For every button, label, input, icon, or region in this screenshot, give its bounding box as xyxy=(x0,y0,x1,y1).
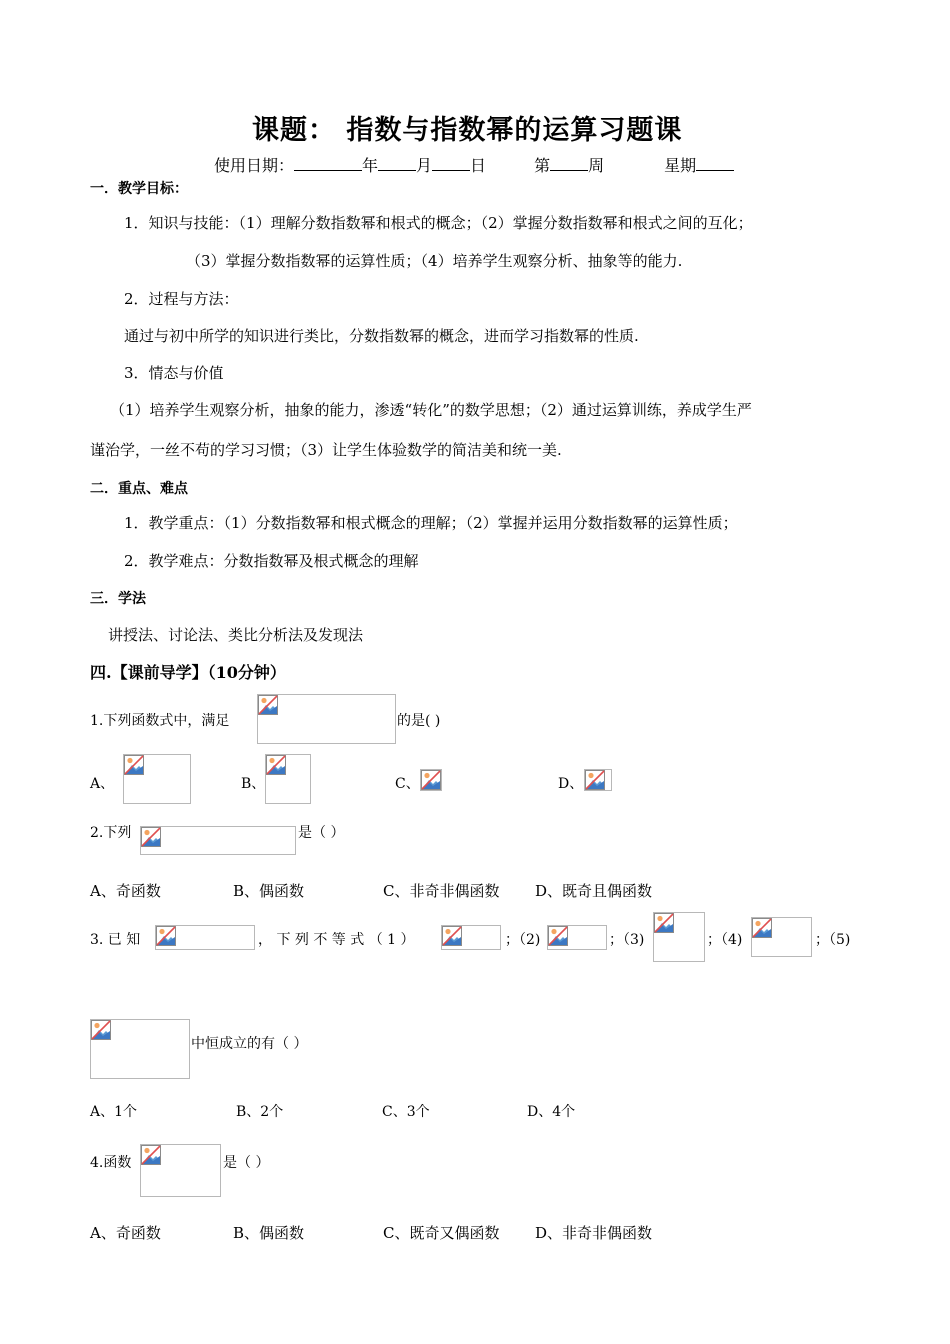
q3-sep4: ；（4) xyxy=(707,932,743,948)
q1-option-a-label: A、 xyxy=(90,776,115,792)
sec1-item3: 3．情态与价值 xyxy=(124,364,224,382)
q3-ineq1-image xyxy=(441,925,501,950)
q4-formula-image xyxy=(140,1144,221,1197)
q3-option-c: C、3个 xyxy=(382,1104,430,1120)
q4-option-c: C、既奇又偶函数 xyxy=(383,1224,500,1242)
q3-ineq2-image xyxy=(547,925,607,950)
date-label: 使用日期： xyxy=(214,156,295,175)
q3-given-image xyxy=(155,925,255,950)
section-3-heading: 三．学法 xyxy=(90,591,146,607)
broken-image-icon xyxy=(141,827,161,847)
weekday-label: 星期 xyxy=(664,156,697,175)
section-2-heading: 二．重点、难点 xyxy=(90,481,188,497)
q4-option-d: D、非奇非偶函数 xyxy=(535,1224,653,1242)
q3-ineq5-image xyxy=(90,1019,190,1079)
q3-option-d: D、4个 xyxy=(527,1104,576,1120)
broken-image-icon xyxy=(548,926,568,946)
q1-option-b-label: B、 xyxy=(241,776,266,792)
q2-option-d: D、既奇且偶函数 xyxy=(535,882,653,900)
q2-option-c: C、非奇非偶函数 xyxy=(383,882,500,900)
q3-prefix: 3. 已 知 xyxy=(90,932,141,948)
broken-image-icon xyxy=(442,926,462,946)
q3-ineq4-image xyxy=(751,917,812,957)
q1-option-c-image xyxy=(420,769,442,791)
day-label: 日 xyxy=(470,156,487,175)
q4-option-b: B、偶函数 xyxy=(233,1224,305,1242)
q2-option-b: B、偶函数 xyxy=(233,882,305,900)
q2-formula-image xyxy=(140,826,296,855)
broken-image-icon xyxy=(752,918,772,938)
broken-image-icon xyxy=(124,755,144,775)
date-line xyxy=(214,152,734,176)
q3-sep5: ；（5) xyxy=(815,932,851,948)
q2-option-a: A、奇函数 xyxy=(90,882,161,900)
q1-option-b-image xyxy=(265,754,311,804)
month-blank xyxy=(378,152,416,171)
sec3-item1: 讲授法、讨论法、类比分析法及发现法 xyxy=(108,626,364,644)
section-1-heading: 一．教学目标： xyxy=(90,181,188,197)
month-label: 月 xyxy=(416,156,433,175)
day-blank xyxy=(432,152,470,171)
sec1-item3c: 谨治学，一丝不苟的学习习惯；（3）让学生体验数学的简洁美和统一美. xyxy=(90,441,562,459)
q2-suffix: 是（ ） xyxy=(298,825,345,841)
q3-ineq3-image xyxy=(653,912,705,962)
q4-option-a: A、奇函数 xyxy=(90,1224,161,1242)
sec1-item1: 1．知识与技能：（1）理解分数指数幂和根式的概念；（2）掌握分数指数幂和根式之间的互化； xyxy=(124,214,753,232)
sec1-item1b: （3）掌握分数指数幂的运算性质；（4）培养学生观察分析、抽象等的能力. xyxy=(186,252,683,270)
week-blank xyxy=(550,152,588,171)
page-title: 课题： 指数与指数幂的运算习题课 xyxy=(252,115,683,146)
week-prefix: 第 xyxy=(534,156,551,175)
sec2-item1: 1．教学重点：（1）分数指数幂和根式概念的理解；（2）掌握并运用分数指数幂的运算性质； xyxy=(124,514,738,532)
sec1-item2b: 通过与初中所学的知识进行类比，分数指数幂的概念，进而学习指数幂的性质. xyxy=(124,327,639,345)
sec2-item2: 2．教学难点：分数指数幂及根式概念的理解 xyxy=(124,552,419,570)
broken-image-icon xyxy=(266,755,286,775)
q1-option-d-label: D、 xyxy=(558,776,584,792)
q1-prefix: 1.下列函数式中，满足 xyxy=(90,713,230,729)
section-4-heading: 四.【课前导学】（10分钟） xyxy=(90,663,286,682)
q3-suffix: 中恒成立的有（ ） xyxy=(191,1036,308,1052)
broken-image-icon xyxy=(585,770,605,790)
q1-suffix: 的是( ) xyxy=(397,713,441,729)
week-suffix: 周 xyxy=(588,156,605,175)
broken-image-icon xyxy=(654,913,674,933)
broken-image-icon xyxy=(258,695,278,715)
q3-option-a: A、1个 xyxy=(90,1104,138,1120)
q3-middle-text: ， 下 列 不 等 式 （ 1 ） xyxy=(258,932,415,948)
broken-image-icon xyxy=(91,1020,111,1040)
q3-sep2: ；（2) xyxy=(505,932,541,948)
broken-image-icon xyxy=(141,1145,161,1165)
broken-image-icon xyxy=(156,926,176,946)
q1-option-d-image xyxy=(584,769,612,791)
q3-sep3: ；（3) xyxy=(609,932,645,948)
weekday-blank xyxy=(696,152,734,171)
year-label: 年 xyxy=(362,156,379,175)
q1-option-c-label: C、 xyxy=(395,776,420,792)
sec1-item2: 2．过程与方法： xyxy=(124,290,239,308)
q2-prefix: 2.下列 xyxy=(90,825,132,841)
q4-prefix: 4.函数 xyxy=(90,1155,132,1171)
broken-image-icon xyxy=(421,770,441,790)
q3-option-b: B、2个 xyxy=(236,1104,284,1120)
q1-option-a-image xyxy=(123,754,191,804)
q1-formula-image xyxy=(257,694,396,744)
q4-suffix: 是（ ） xyxy=(223,1155,270,1171)
year-blank xyxy=(294,152,362,171)
sec1-item3b: （1）培养学生观察分析，抽象的能力，渗透“转化”的数学思想；（2）通过运算训练，养成学生严 xyxy=(110,401,752,419)
